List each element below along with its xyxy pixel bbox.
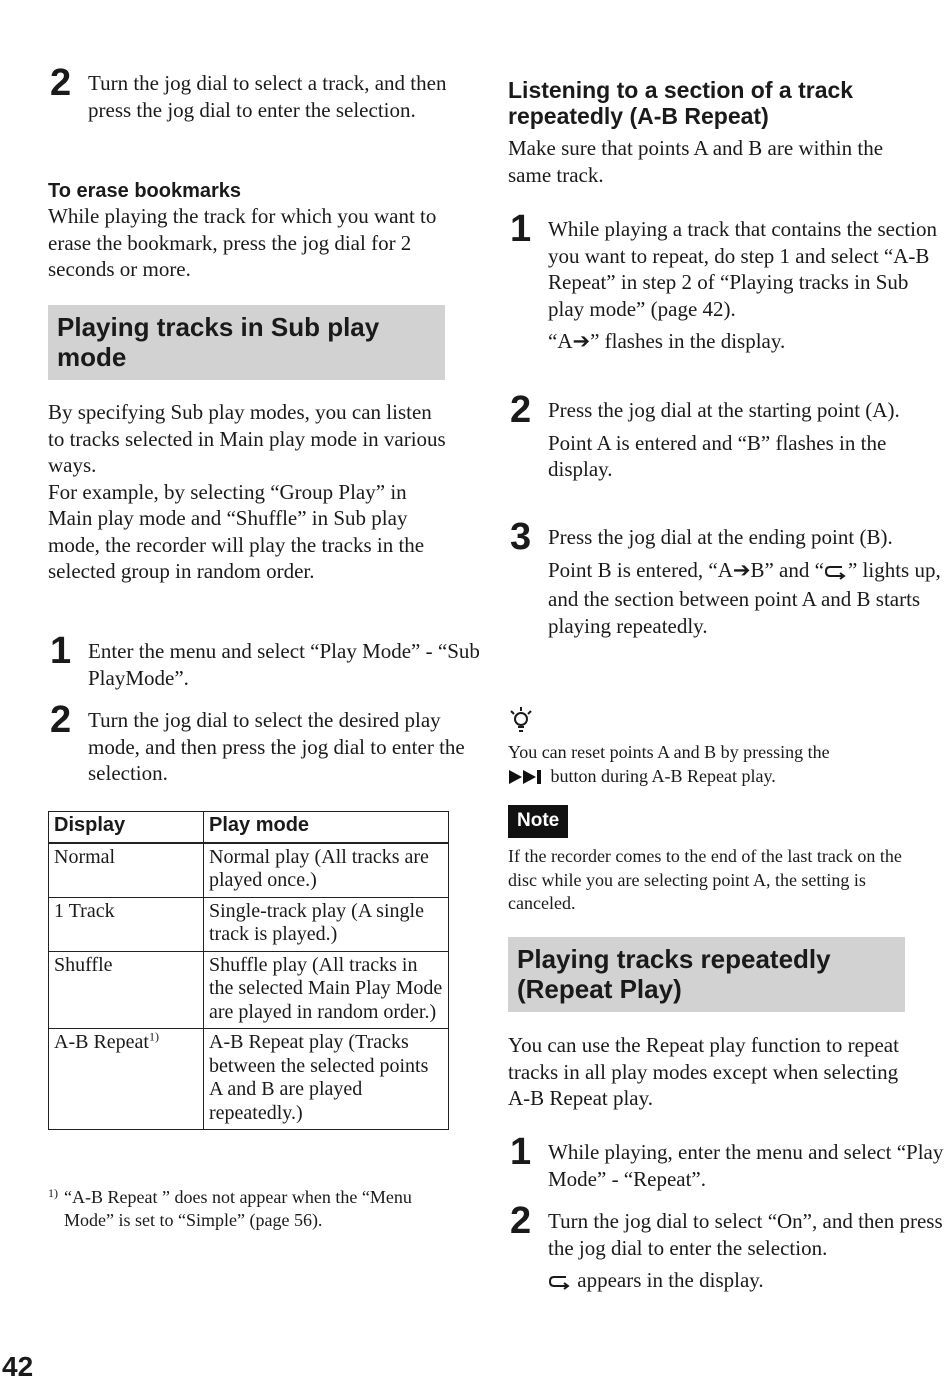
footnote-mark: 1): [48, 1186, 58, 1200]
step-text: Turn the jog dial to select “On”, and then press the jog dial to enter the selection.: [548, 1209, 943, 1260]
step-result-text: appears in the display.: [577, 1268, 764, 1292]
hint-text-part-2: button during A-B Repeat play.: [550, 765, 776, 786]
table-cell-display: Shuffle: [49, 951, 204, 1029]
hint-text: [508, 741, 908, 791]
step-result: [548, 557, 948, 640]
table-row: [49, 951, 449, 1029]
next-track-icon: [508, 768, 546, 792]
repeat-intro: You can use the Repeat play function to repeat tracks in all play modes except when selecting A-B Repeat play.: [508, 1033, 899, 1110]
table-cell-display-text: A-B Repeat: [54, 1031, 149, 1053]
erase-bookmarks-block: [48, 179, 448, 283]
footnote-text: “A-B Repeat ” does not appear when the “Menu Mode” is set to “Simple” (page 56).: [64, 1187, 412, 1230]
footnote-ref: 1): [148, 1029, 159, 1044]
step-number: 2: [50, 62, 72, 104]
step-text: Turn the jog dial to select a track, and then press the jog dial to enter the selection.: [88, 71, 447, 122]
repeat-step-1: [508, 1131, 948, 1192]
lightbulb-icon: [508, 721, 534, 738]
table-cell-mode: A-B Repeat play (Tracks between the selected points A and B are played repeatedly.): [204, 1029, 449, 1130]
play-mode-table: [48, 811, 449, 1130]
step-number: 1: [50, 630, 72, 672]
intro-paragraph-2: For example, by selecting “Group Play” in Main play mode and “Shuffle” in Sub play mode, the recorder will play the tracks in the selected group in random order.: [48, 479, 425, 583]
table-cell-display: Normal: [49, 843, 204, 898]
sub-play-intro: [48, 399, 448, 585]
table-header-row: [49, 812, 449, 843]
ab-step-2: [508, 389, 948, 483]
section-sub-play: [48, 305, 445, 380]
step-number: 3: [510, 516, 532, 558]
table-header-display: Display: [49, 812, 204, 843]
step-text: Press the jog dial at the starting point (A).: [548, 398, 900, 422]
hint-block: [508, 706, 908, 791]
repeat-icon: [548, 1270, 572, 1297]
section-title: Playing tracks repeatedly (Repeat Play): [508, 937, 905, 1012]
ab-repeat-heading: Listening to a section of a track repeatedly (A-B Repeat): [508, 77, 854, 129]
step-text: Enter the menu and select “Play Mode” - “Sub PlayMode”.: [88, 639, 480, 690]
step-result-part-1: Point B is entered, “A➔B” and “: [548, 557, 824, 582]
hint-text-part-1: You can reset points A and B by pressing the: [508, 742, 830, 762]
step-number: 1: [510, 1131, 532, 1173]
step-text: While playing, enter the menu and select “Play Mode” - “Repeat”.: [548, 1140, 944, 1191]
step-number: 1: [510, 208, 532, 250]
intro-paragraph-1: By specifying Sub play modes, you can listen to tracks selected in Main play mode in various ways.: [48, 400, 446, 477]
sub-play-step-2: [48, 699, 488, 787]
table-cell-mode: Shuffle play (All tracks in the selected Main Play Mode are played in random order.): [204, 951, 449, 1029]
note-block: [508, 805, 908, 916]
step-number: 2: [510, 1200, 532, 1242]
repeat-intro-block: [508, 1032, 908, 1112]
step-text: Press the jog dial at the ending point (B).: [548, 525, 893, 549]
step-result: Point A is entered and “B” flashes in the display.: [548, 430, 887, 481]
repeat-step-2: [508, 1200, 948, 1297]
note-text: If the recorder comes to the end of the last track on the disc while you are selecting point A, the setting is canceled.: [508, 846, 902, 913]
ab-step-3: [508, 516, 948, 639]
step-result: “A➔” flashes in the display.: [548, 329, 786, 353]
table-header-play-mode: Play mode: [204, 812, 449, 843]
table-footnote: [48, 1186, 464, 1232]
ab-repeat-block: [508, 77, 908, 188]
table-cell-mode: Single-track play (A single track is played.): [204, 897, 449, 951]
step-text: While playing a track that contains the section you want to repeat, do step 1 and select “A-B Repeat” in step 2 of “Playing tracks in Sub play mode” (page 42).: [548, 217, 937, 321]
table-row: [49, 843, 449, 898]
table-row: [49, 897, 449, 951]
repeat-icon: [824, 560, 848, 587]
table-row: [49, 1029, 449, 1130]
erase-bookmarks-heading: To erase bookmarks: [48, 180, 242, 202]
section-title: Playing tracks in Sub play mode: [48, 305, 445, 380]
step-2-continued: [48, 62, 488, 123]
step-text: Turn the jog dial to select the desired play mode, and then press the jog dial to enter the selection.: [88, 708, 465, 785]
ab-step-1: [508, 208, 948, 355]
table-cell-display: [49, 1029, 204, 1130]
table-cell-display: 1 Track: [49, 897, 204, 951]
erase-bookmarks-text: While playing the track for which you want to erase the bookmark, press the jog dial for 2 seconds or more.: [48, 204, 437, 281]
section-repeat-play: [508, 937, 905, 1012]
ab-repeat-intro: Make sure that points A and B are within the same track.: [508, 136, 884, 187]
page-number: 42: [2, 1351, 34, 1382]
play-mode-table-wrap: [48, 811, 448, 1130]
step-result: [548, 1267, 948, 1297]
table-cell-mode: Normal play (All tracks are played once.): [204, 843, 449, 898]
note-label: Note: [508, 805, 568, 838]
step-result-part-2: ” lights up, and the section between point A and B starts playing repeatedly.: [548, 557, 941, 638]
step-number: 2: [50, 699, 72, 741]
sub-play-step-1: [48, 630, 488, 691]
step-number: 2: [510, 389, 532, 431]
